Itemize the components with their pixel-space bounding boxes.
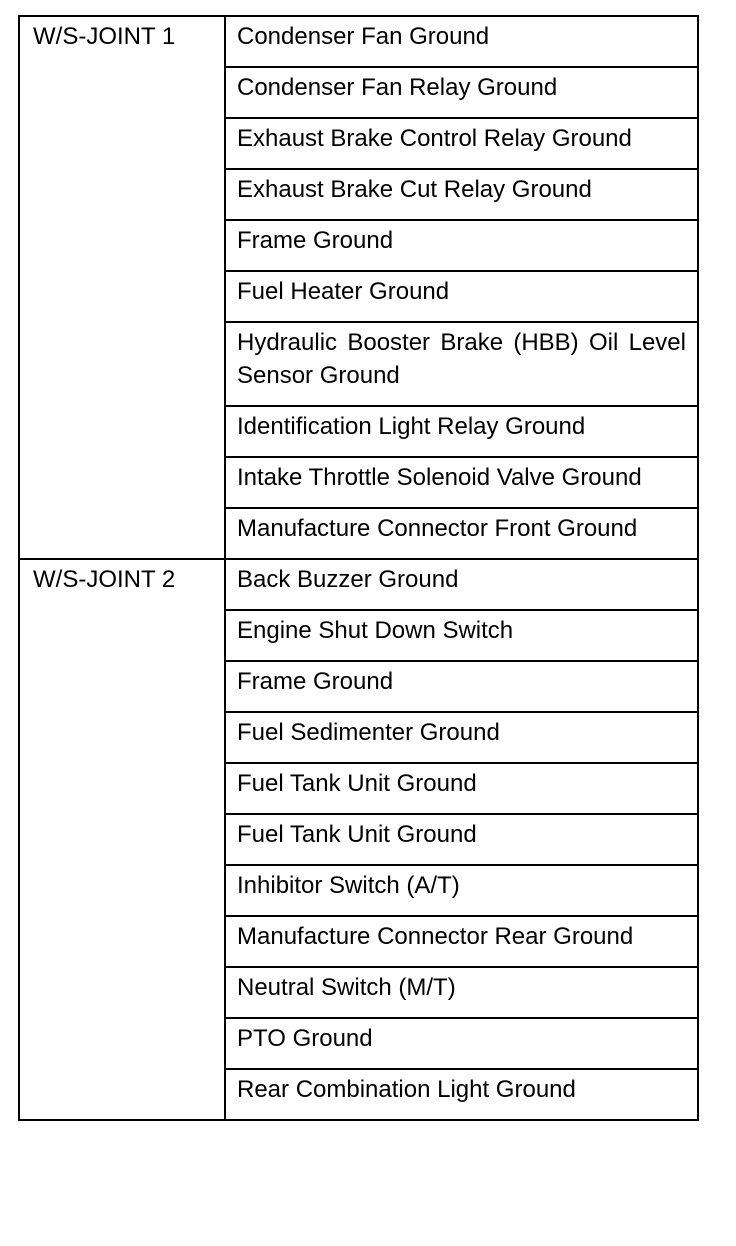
ground-item-cell: Manufacture Connector Front Ground xyxy=(225,508,698,559)
ground-item-cell: Fuel Heater Ground xyxy=(225,271,698,322)
ground-item-cell: Neutral Switch (M/T) xyxy=(225,967,698,1018)
table-row xyxy=(19,16,698,67)
ground-item-cell: Exhaust Brake Control Relay Ground xyxy=(225,118,698,169)
ground-item-cell: Identification Light Relay Ground xyxy=(225,406,698,457)
ground-item-cell: Exhaust Brake Cut Relay Ground xyxy=(225,169,698,220)
ground-item-cell: Frame Ground xyxy=(225,661,698,712)
joint-label-cell: W/S-JOINT 2 xyxy=(19,559,225,1120)
table-row xyxy=(19,559,698,610)
ground-item-cell: Frame Ground xyxy=(225,220,698,271)
ground-item-cell: Intake Throttle Solenoid Valve Ground xyxy=(225,457,698,508)
ground-item-cell: Condenser Fan Ground xyxy=(225,16,698,67)
ground-item-cell: Fuel Sedimenter Ground xyxy=(225,712,698,763)
ground-item-cell: Fuel Tank Unit Ground xyxy=(225,814,698,865)
ground-item-cell: Manufacture Connector Rear Ground xyxy=(225,916,698,967)
joint-label-cell: W/S-JOINT 1 xyxy=(19,16,225,559)
ground-item-cell: Inhibitor Switch (A/T) xyxy=(225,865,698,916)
ground-connection-table xyxy=(18,15,699,1121)
ground-item-cell: Back Buzzer Ground xyxy=(225,559,698,610)
ground-item-cell: Rear Combination Light Ground xyxy=(225,1069,698,1120)
ground-item-cell: Fuel Tank Unit Ground xyxy=(225,763,698,814)
ground-item-cell: Engine Shut Down Switch xyxy=(225,610,698,661)
ground-item-cell: PTO Ground xyxy=(225,1018,698,1069)
ground-item-cell: Condenser Fan Relay Ground xyxy=(225,67,698,118)
table-body xyxy=(19,16,698,1120)
ground-item-cell: Hydraulic Booster Brake (HBB) Oil Level Sensor Ground xyxy=(225,322,698,406)
